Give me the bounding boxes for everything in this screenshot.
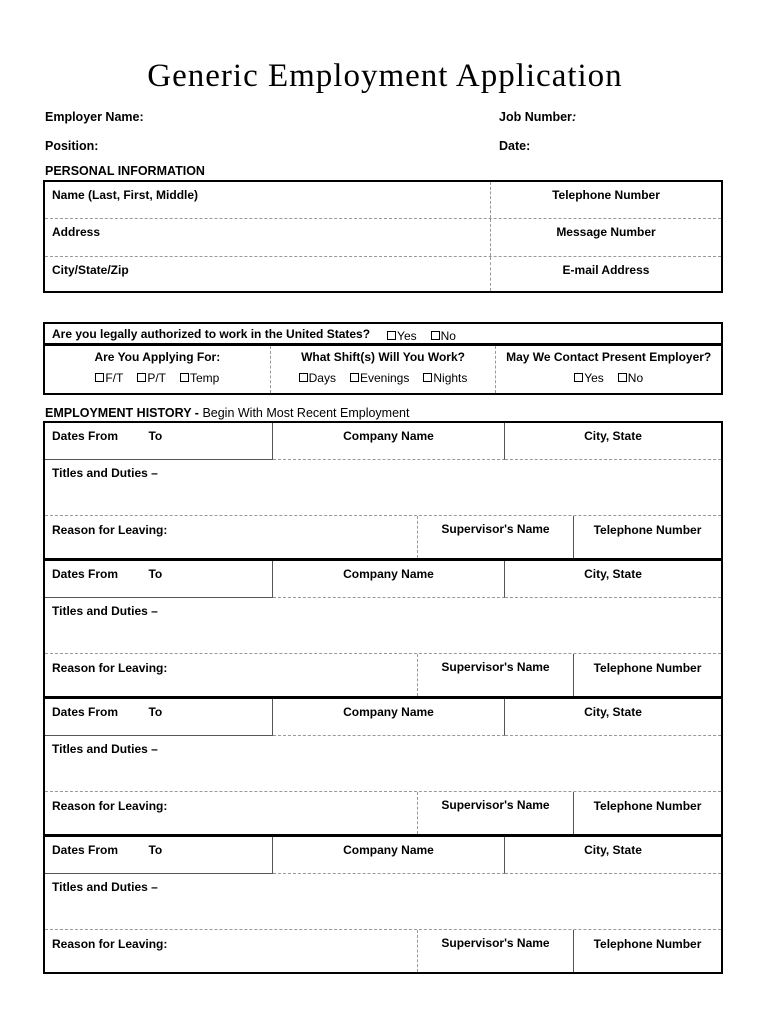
company-name-field-cell[interactable] <box>273 423 505 460</box>
checkbox-yes[interactable] <box>574 373 583 382</box>
company-name-label: Company Name <box>343 567 434 581</box>
table-row <box>45 699 721 736</box>
work-authorization-options <box>380 327 463 345</box>
table-row <box>45 837 721 874</box>
titles-duties-label: Titles and Duties – <box>52 880 158 894</box>
position-label: Position: <box>45 139 99 153</box>
employment-history-block <box>45 696 721 834</box>
checkbox-option <box>618 371 643 385</box>
applying-for-column <box>45 346 270 393</box>
dates-field-cell[interactable] <box>45 699 273 736</box>
dates-to-label: To <box>148 843 163 857</box>
contact-employer-column <box>495 346 721 393</box>
reason-for-leaving-label: Reason for Leaving: <box>52 661 168 675</box>
dates-to-label: To <box>148 567 163 581</box>
titles-duties-field-cell[interactable] <box>45 460 721 515</box>
supervisor-name-label: Supervisor's Name <box>441 660 550 674</box>
reason-for-leaving-field-cell[interactable] <box>45 516 418 558</box>
telephone-number-label: Telephone Number <box>593 937 702 951</box>
dates-field-cell[interactable] <box>45 423 273 460</box>
employment-history-block <box>45 423 721 558</box>
table-row <box>45 515 721 558</box>
applying-for-options <box>45 369 270 387</box>
supervisor-name-field-cell[interactable] <box>418 516 574 558</box>
checkbox-option <box>423 371 467 385</box>
name-field-cell[interactable] <box>45 182 491 218</box>
checkbox-option <box>387 329 417 343</box>
checkbox-temp[interactable] <box>180 373 189 382</box>
telephone-number-label: Telephone Number <box>593 523 702 537</box>
dates-from-label: Dates From <box>52 843 119 857</box>
checkbox-no[interactable] <box>618 373 627 382</box>
table-row <box>45 653 721 696</box>
name-label: Name (Last, First, Middle) <box>52 188 199 202</box>
city-state-label: City, State <box>584 429 642 443</box>
employment-history-block <box>45 834 721 972</box>
contact-employer-header: May We Contact Present Employer? <box>506 350 712 364</box>
checkbox-yes[interactable] <box>387 331 396 340</box>
message-number-field-cell[interactable] <box>491 219 721 256</box>
checkbox-option <box>350 371 409 385</box>
telephone-number-label: Telephone Number <box>593 799 702 813</box>
company-name-field-cell[interactable] <box>273 699 505 736</box>
telephone-number-field-cell[interactable] <box>574 930 721 972</box>
contact-employer-options <box>496 369 721 387</box>
applying-for-header: Are You Applying For: <box>94 350 221 364</box>
address-label: Address <box>52 225 101 239</box>
titles-duties-label: Titles and Duties – <box>52 466 158 480</box>
email-field-cell[interactable] <box>491 257 721 291</box>
dates-from-label: Dates From <box>52 567 119 581</box>
supervisor-name-label: Supervisor's Name <box>441 798 550 812</box>
reason-for-leaving-label: Reason for Leaving: <box>52 799 168 813</box>
checkbox-option <box>299 371 336 385</box>
table-row <box>45 929 721 972</box>
employment-history-table <box>43 421 723 974</box>
checkbox-option <box>574 371 604 385</box>
reason-for-leaving-field-cell[interactable] <box>45 792 418 834</box>
company-name-field-cell[interactable] <box>273 561 505 598</box>
company-name-field-cell[interactable] <box>273 837 505 874</box>
dates-to-label: To <box>148 705 163 719</box>
employment-history-heading-bold: EMPLOYMENT HISTORY - <box>45 406 199 420</box>
table-row <box>45 182 721 219</box>
checkbox-days[interactable] <box>299 373 308 382</box>
city-state-label: City, State <box>584 705 642 719</box>
reason-for-leaving-label: Reason for Leaving: <box>52 523 168 537</box>
checkbox-label: Yes <box>584 370 604 385</box>
work-authorization-question: Are you legally authorized to work in the United States? <box>52 327 371 341</box>
checkbox-label: Days <box>308 370 336 385</box>
supervisor-name-label: Supervisor's Name <box>441 936 550 950</box>
dates-field-cell[interactable] <box>45 561 273 598</box>
checkbox-label: Yes <box>397 328 417 343</box>
reason-for-leaving-field-cell[interactable] <box>45 930 418 972</box>
eligibility-table <box>43 322 723 395</box>
checkbox-option <box>431 329 456 343</box>
city-state-label: City, State <box>584 843 642 857</box>
table-row <box>45 219 721 257</box>
reason-for-leaving-label: Reason for Leaving: <box>52 937 168 951</box>
titles-duties-label: Titles and Duties – <box>52 604 158 618</box>
company-name-label: Company Name <box>343 705 434 719</box>
checkbox-evenings[interactable] <box>350 373 359 382</box>
checkbox-p-t[interactable] <box>137 373 146 382</box>
titles-duties-field-cell[interactable] <box>45 736 721 791</box>
checkbox-label: Evenings <box>359 370 410 385</box>
checkbox-nights[interactable] <box>423 373 432 382</box>
shifts-options <box>271 369 496 387</box>
checkbox-option <box>180 371 219 385</box>
personal-information-heading: PERSONAL INFORMATION <box>45 164 205 178</box>
dates-from-label: Dates From <box>52 429 119 443</box>
supervisor-name-field-cell[interactable] <box>418 792 574 834</box>
reason-for-leaving-field-cell[interactable] <box>45 654 418 696</box>
employment-history-block <box>45 558 721 696</box>
checkbox-no[interactable] <box>431 331 440 340</box>
employment-history-heading <box>45 406 409 420</box>
message-number-label: Message Number <box>556 225 656 239</box>
telephone-number-field-cell[interactable] <box>574 654 721 696</box>
table-row <box>45 257 721 291</box>
checkbox-label: F/T <box>105 370 124 385</box>
city-state-field-cell[interactable] <box>505 561 721 598</box>
shifts-header: What Shift(s) Will You Work? <box>301 350 465 364</box>
checkbox-label: No <box>627 370 644 385</box>
company-name-label: Company Name <box>343 843 434 857</box>
city-state-label: City, State <box>584 567 642 581</box>
titles-duties-label: Titles and Duties – <box>52 742 158 756</box>
table-row <box>45 561 721 598</box>
city-state-zip-field-cell[interactable] <box>45 257 491 291</box>
email-label: E-mail Address <box>562 263 650 277</box>
work-authorization-row <box>45 324 721 346</box>
dates-to-label: To <box>148 429 163 443</box>
checkbox-label: Nights <box>433 370 468 385</box>
job-number-label: Job Number: <box>499 110 577 124</box>
telephone-field-cell[interactable] <box>491 182 721 218</box>
employment-history-heading-rest: Begin With Most Recent Employment <box>202 406 410 420</box>
checkbox-option <box>95 371 123 385</box>
table-row <box>45 423 721 460</box>
city-state-field-cell[interactable] <box>505 423 721 460</box>
telephone-label: Telephone Number <box>552 188 660 202</box>
titles-duties-field-cell[interactable] <box>45 598 721 653</box>
checkbox-label: P/T <box>147 370 166 385</box>
eligibility-columns <box>45 346 721 393</box>
dates-from-label: Dates From <box>52 705 119 719</box>
titles-duties-field-cell[interactable] <box>45 874 721 929</box>
shifts-column <box>270 346 496 393</box>
employer-name-label: Employer Name: <box>45 110 144 124</box>
telephone-number-label: Telephone Number <box>593 661 702 675</box>
checkbox-option <box>137 371 166 385</box>
company-name-label: Company Name <box>343 429 434 443</box>
page-title: Generic Employment Application <box>147 58 623 94</box>
supervisor-name-field-cell[interactable] <box>418 930 574 972</box>
checkbox-label: Temp <box>190 370 220 385</box>
supervisor-name-label: Supervisor's Name <box>441 522 550 536</box>
telephone-number-field-cell[interactable] <box>574 516 721 558</box>
city-state-field-cell[interactable] <box>505 837 721 874</box>
city-state-field-cell[interactable] <box>505 699 721 736</box>
checkbox-f-t[interactable] <box>95 373 104 382</box>
date-label: Date: <box>499 139 531 153</box>
supervisor-name-field-cell[interactable] <box>418 654 574 696</box>
address-field-cell[interactable] <box>45 219 491 256</box>
personal-information-table <box>43 180 723 293</box>
dates-field-cell[interactable] <box>45 837 273 874</box>
telephone-number-field-cell[interactable] <box>574 792 721 834</box>
table-row <box>45 791 721 834</box>
checkbox-label: No <box>440 328 456 343</box>
city-state-zip-label: City/State/Zip <box>52 263 129 277</box>
